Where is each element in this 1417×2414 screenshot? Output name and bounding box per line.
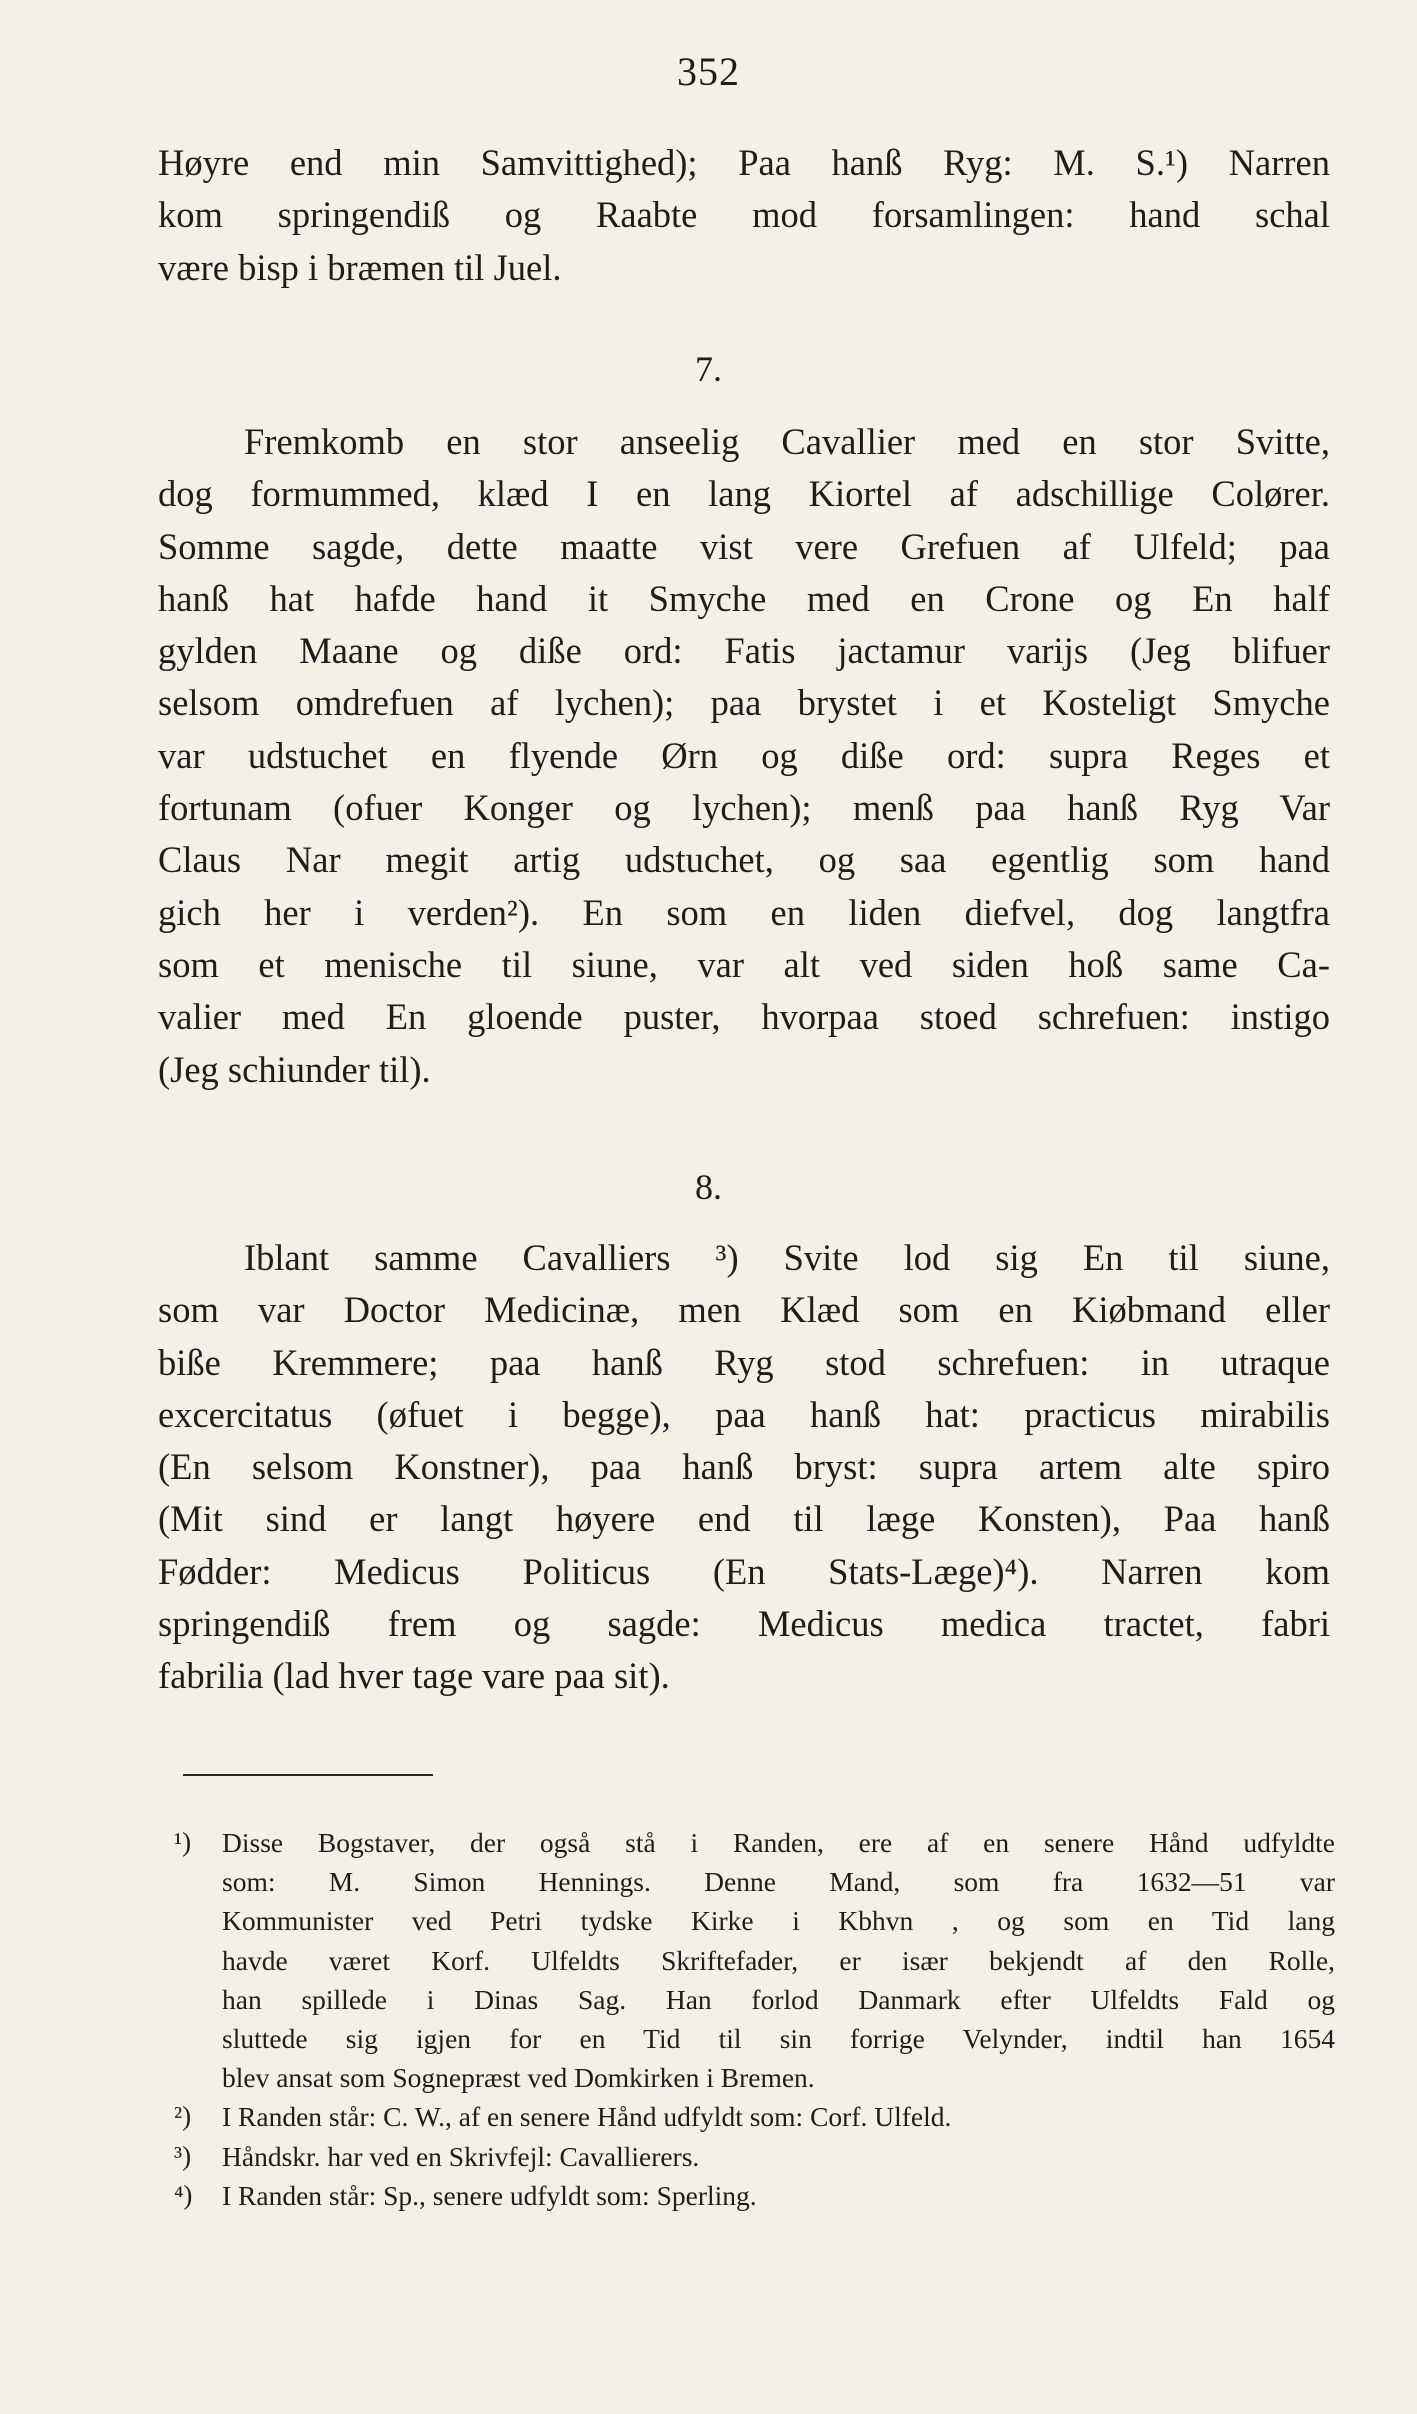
footnote-line: havde været Korf. Ulfeldts Skriftefader, er især bekjendt af den Rolle, xyxy=(222,1944,1335,1976)
footnote-divider xyxy=(183,1774,433,1776)
paragraph-continuation xyxy=(158,137,1330,294)
text-line: Høyre end min Samvittighed); Paa hanß Ryg: M. S.¹) Narren xyxy=(158,142,1330,183)
footnote-marker: ³) xyxy=(174,2140,192,2171)
text-line: springendiß frem og sagde: Medicus medica tractet, fabri xyxy=(158,1603,1330,1645)
footnote-marker: ¹) xyxy=(174,1827,192,1857)
page-number: 352 xyxy=(677,49,740,94)
footnote-4 xyxy=(174,2176,1335,2215)
footnote-line: som: M. Simon Hennings. Denne Mand, som fra 1632—51 var xyxy=(222,1866,1335,1898)
footnote-3 xyxy=(174,2137,1335,2176)
footnote-1 xyxy=(174,1823,1335,2097)
text-line: dog formummed, klæd I en lang Kiortel af adschillige Colører. xyxy=(158,473,1330,515)
text-line: Iblant samme Cavalliers ³) Svite lod sig En til siune, xyxy=(244,1237,1330,1278)
text-line: gylden Maane og diße ord: Fatis jactamur varijs (Jeg blifuer xyxy=(158,630,1330,672)
section-number-8: 8. xyxy=(695,1167,722,1207)
text-line: Claus Nar megit artig udstuchet, og saa egentlig som hand xyxy=(158,839,1330,881)
paragraph-section-7 xyxy=(158,416,1330,1096)
paragraph-section-8 xyxy=(158,1232,1330,1703)
text-line: (Jeg schiunder til). xyxy=(158,1048,431,1090)
text-line: Fødder: Medicus Politicus (En Stats-Læge)⁴). Narren kom xyxy=(158,1550,1330,1592)
text-line: Somme sagde, dette maatte vist vere Grefuen af Ulfeld; paa xyxy=(158,525,1330,567)
text-line: hanß hat hafde hand it Smyche med en Crone og En half xyxy=(158,577,1330,619)
text-line: som var Doctor Medicinæ, men Klæd som en Kiøbmand eller xyxy=(158,1289,1330,1331)
text-line: (En selsom Konstner), paa hanß bryst: supra artem alte spiro xyxy=(158,1446,1330,1488)
footnote-2 xyxy=(174,2097,1335,2136)
footnote-line: Håndskr. har ved en Skrivfejl: Cavallierers. xyxy=(222,2140,700,2172)
footnotes xyxy=(174,1823,1335,2215)
footnote-marker: ⁴) xyxy=(174,2179,193,2210)
footnote-line: Kommunister ved Petri tydske Kirke i Kbhvn , og som en Tid lang xyxy=(222,1905,1335,1937)
section-number-7: 7. xyxy=(695,349,722,389)
text-line: var udstuchet en flyende Ørn og diße ord: supra Reges et xyxy=(158,734,1330,776)
text-line: selsom omdrefuen af lychen); paa brystet i et Kosteligt Smyche xyxy=(158,682,1330,724)
text-line: være bisp i bræmen til Juel. xyxy=(158,246,562,288)
footnote-line: I Randen står: C. W., af en senere Hånd udfyldt som: Corf. Ulfeld. xyxy=(222,2101,952,2133)
text-line: fortunam (ofuer Konger og lychen); menß paa hanß Ryg Var xyxy=(158,787,1330,829)
text-line: Fremkomb en stor anseelig Cavallier med en stor Svitte, xyxy=(244,421,1330,462)
text-line: kom springendiß og Raabte mod forsamlingen: hand schal xyxy=(158,194,1330,236)
text-line: (Mit sind er langt høyere end til læge Konsten), Paa hanß xyxy=(158,1498,1330,1540)
footnote-line: han spillede i Dinas Sag. Han forlod Danmark efter Ulfeldts Fald og xyxy=(222,1983,1335,2015)
footnote-marker: ²) xyxy=(174,2101,192,2132)
text-line: fabrilia (lad hver tage vare paa sit). xyxy=(158,1655,670,1697)
text-line: gich her i verden²). En som en liden diefvel, dog langtfra xyxy=(158,891,1330,933)
text-line: excercitatus (øfuet i begge), paa hanß hat: practicus mirabilis xyxy=(158,1393,1330,1435)
footnote-line: I Randen står: Sp., senere udfyldt som: Sperling. xyxy=(222,2179,757,2211)
text-line: valier med En gloende puster, hvorpaa stoed schrefuen: instigo xyxy=(158,996,1330,1038)
text-line: som et menische til siune, var alt ved siden hoß same Ca- xyxy=(158,943,1330,985)
footnote-line: sluttede sig igjen for en Tid til sin forrige Velynder, indtil han 1654 xyxy=(222,2022,1335,2054)
footnote-line: Disse Bogstaver, der også stå i Randen, ere af en senere Hånd udfyldte xyxy=(222,1827,1335,1858)
text-line: biße Kremmere; paa hanß Ryg stod schrefuen: in utraque xyxy=(158,1341,1330,1383)
footnote-line: blev ansat som Sognepræst ved Domkirken i Bremen. xyxy=(222,2062,815,2094)
